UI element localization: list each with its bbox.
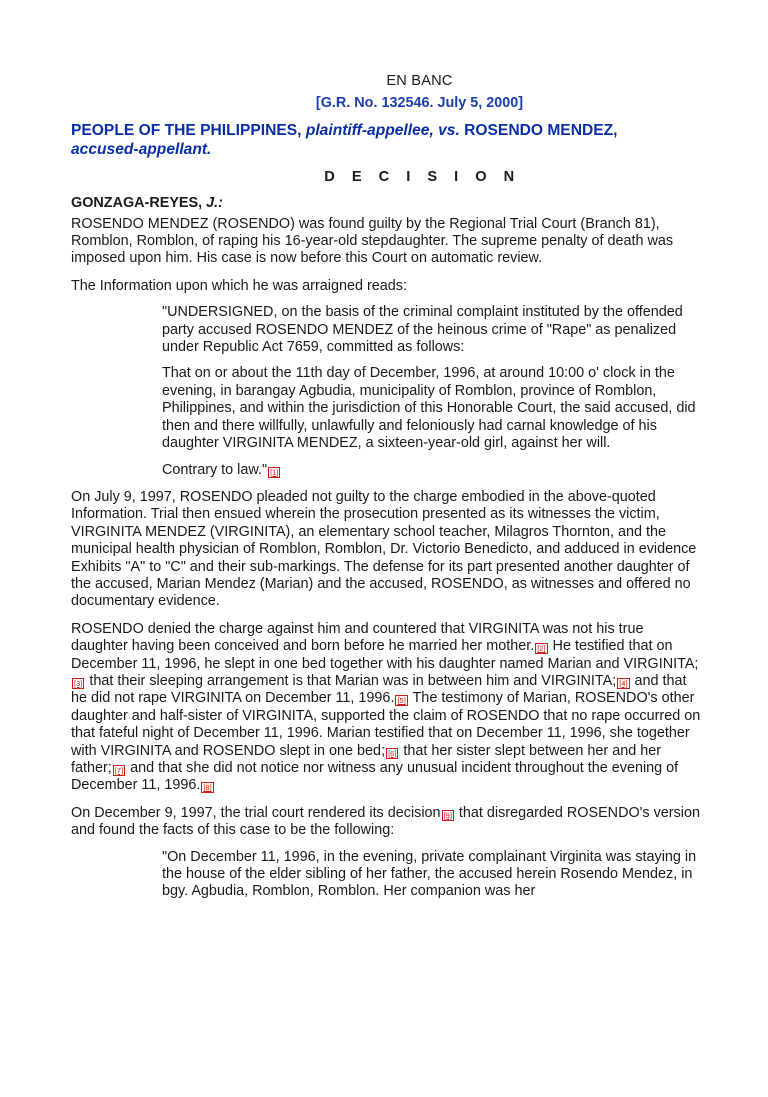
- plaintiff-name: PEOPLE OF THE PHILIPPINES,: [71, 121, 302, 139]
- accused-name: ROSENDO MENDEZ,: [464, 121, 618, 139]
- paragraph-text: that disregarded ROSENDO's version and found the facts of this case to be the following:: [71, 804, 700, 839]
- paragraph-text: ROSENDO denied the charge against him and countered that VIRGINITA was not his true daughter having been conceived and born before he married her mother.: [71, 620, 644, 655]
- footnote-link-2[interactable]: [2]: [537, 644, 546, 654]
- footnote-link-3[interactable]: [3]: [74, 678, 83, 688]
- footnote-link-7[interactable]: [7]: [114, 766, 124, 775]
- ponente-name: GONZAGA-REYES,: [71, 195, 203, 212]
- quote-information-preamble: "UNDERSIGNED, on the basis of the criminal complaint instituted by the offended party accused ROSENDO MENDEZ of the heinous crime of "Rape" as penalized under Republic Act 7659, committed as follows:: [162, 304, 683, 356]
- footnote-link-9[interactable]: [9]: [443, 810, 452, 820]
- paragraph-text: and that he did not rape VIRGINITA on December 11, 1996.: [71, 672, 687, 707]
- quote-text: Contrary to law.": [162, 461, 268, 478]
- case-title: [71, 121, 671, 159]
- footnote-link-1[interactable]: [1]: [270, 467, 279, 477]
- ponente: [71, 195, 768, 212]
- footnote-link-6[interactable]: [6]: [388, 748, 397, 758]
- footnote-link-4[interactable]: [4]: [619, 678, 628, 688]
- paragraph-trial-decision: [71, 805, 703, 840]
- quote-contrary-to-law: [162, 462, 704, 479]
- paragraph-text: He testified that on December 11, 1996, he slept in one bed together with his daughter named Marian and VIRGINITA;: [71, 638, 699, 672]
- case-number: [G.R. No. 132546. July 5, 2000]: [315, 95, 524, 112]
- paragraph-text: The testimony of Marian, ROSENDO's other daughter and half-sister of VIRGINITA, supported the claim of ROSENDO that no rape occurred on that fateful night of December 11, 1996. Marian testified that on December 11, 1996, she together with VIRGINITA and ROSENDO slept in one bed;: [71, 690, 701, 759]
- footnote-link-8[interactable]: [8]: [203, 783, 212, 793]
- paragraph-text: and that she did not notice nor witness any unusual incident throughout the evening of December 11, 1996.: [71, 760, 679, 794]
- paragraph-text: that their sleeping arrangement is that Marian was in between him and VIRGINITA;: [85, 672, 617, 689]
- ponente-title: J.:: [206, 195, 223, 212]
- paragraph-intro: ROSENDO MENDEZ (ROSENDO) was found guilty by the Regional Trial Court (Branch 81), Romblon, Romblon, of raping his 16-year-old stepdaughter. The supreme penalty of death was imposed upon him. His case is now before this Court on automatic review.: [71, 215, 674, 267]
- quote-information-charge: That on or about the 11th day of December, 1996, at around 10:00 o' clock in the evening, in barangay Agbudia, municipality of Romblon, province of Romblon, Philippines, and within the jurisdiction of this Honorable Court, the said accused, did then and there willfully, unlawfully and feloniously had carnal knowledge of his daughter VIRGINITA MENDEZ, a sixteen-year-old girl, against her will.: [162, 365, 696, 452]
- court-division: EN BANC: [386, 73, 453, 89]
- accused-role: accused-appellant.: [71, 140, 212, 158]
- paragraph-trial: On July 9, 1997, ROSENDO pleaded not guilty to the charge embodied in the above-quoted Information. Trial then ensued wherein the prosecution presented as its witnesses the victim, VIRGINITA MENDEZ (VIRGINITA), an elementary school teacher, Milagros Thornton, and the municipal health physician of Romblon, Romblon, Dr. Victorio Benedicto, and adduced in evidence Exhibits "A" to "C" and their sub-markings. The defense for its part presented another daughter of the accused, Marian Mendez (Marian) and the accused, ROSENDO, as witnesses and offered no documentary evidence.: [71, 488, 697, 610]
- footnote-link-5[interactable]: [5]: [397, 696, 406, 706]
- paragraph-text: that her sister slept between her and her father;: [71, 742, 662, 776]
- paragraph-text: On December 9, 1997, the trial court rendered its decision: [71, 804, 441, 821]
- paragraph-defense: [71, 621, 703, 795]
- plaintiff-role: plaintiff-appellee, vs.: [305, 121, 460, 139]
- document-page: [0, 73, 768, 1097]
- paragraph-information: The Information upon which he was arraigned reads:: [71, 277, 407, 294]
- decision-heading: D E C I S I O N: [324, 168, 521, 185]
- quote-trial-court-facts: "On December 11, 1996, in the evening, private complainant Virginita was staying in the house of the elder sibling of her father, the accused herein Rosendo Mendez, in bgy. Agbudia, Romblon, Romblon. Her companion was her: [162, 848, 697, 900]
